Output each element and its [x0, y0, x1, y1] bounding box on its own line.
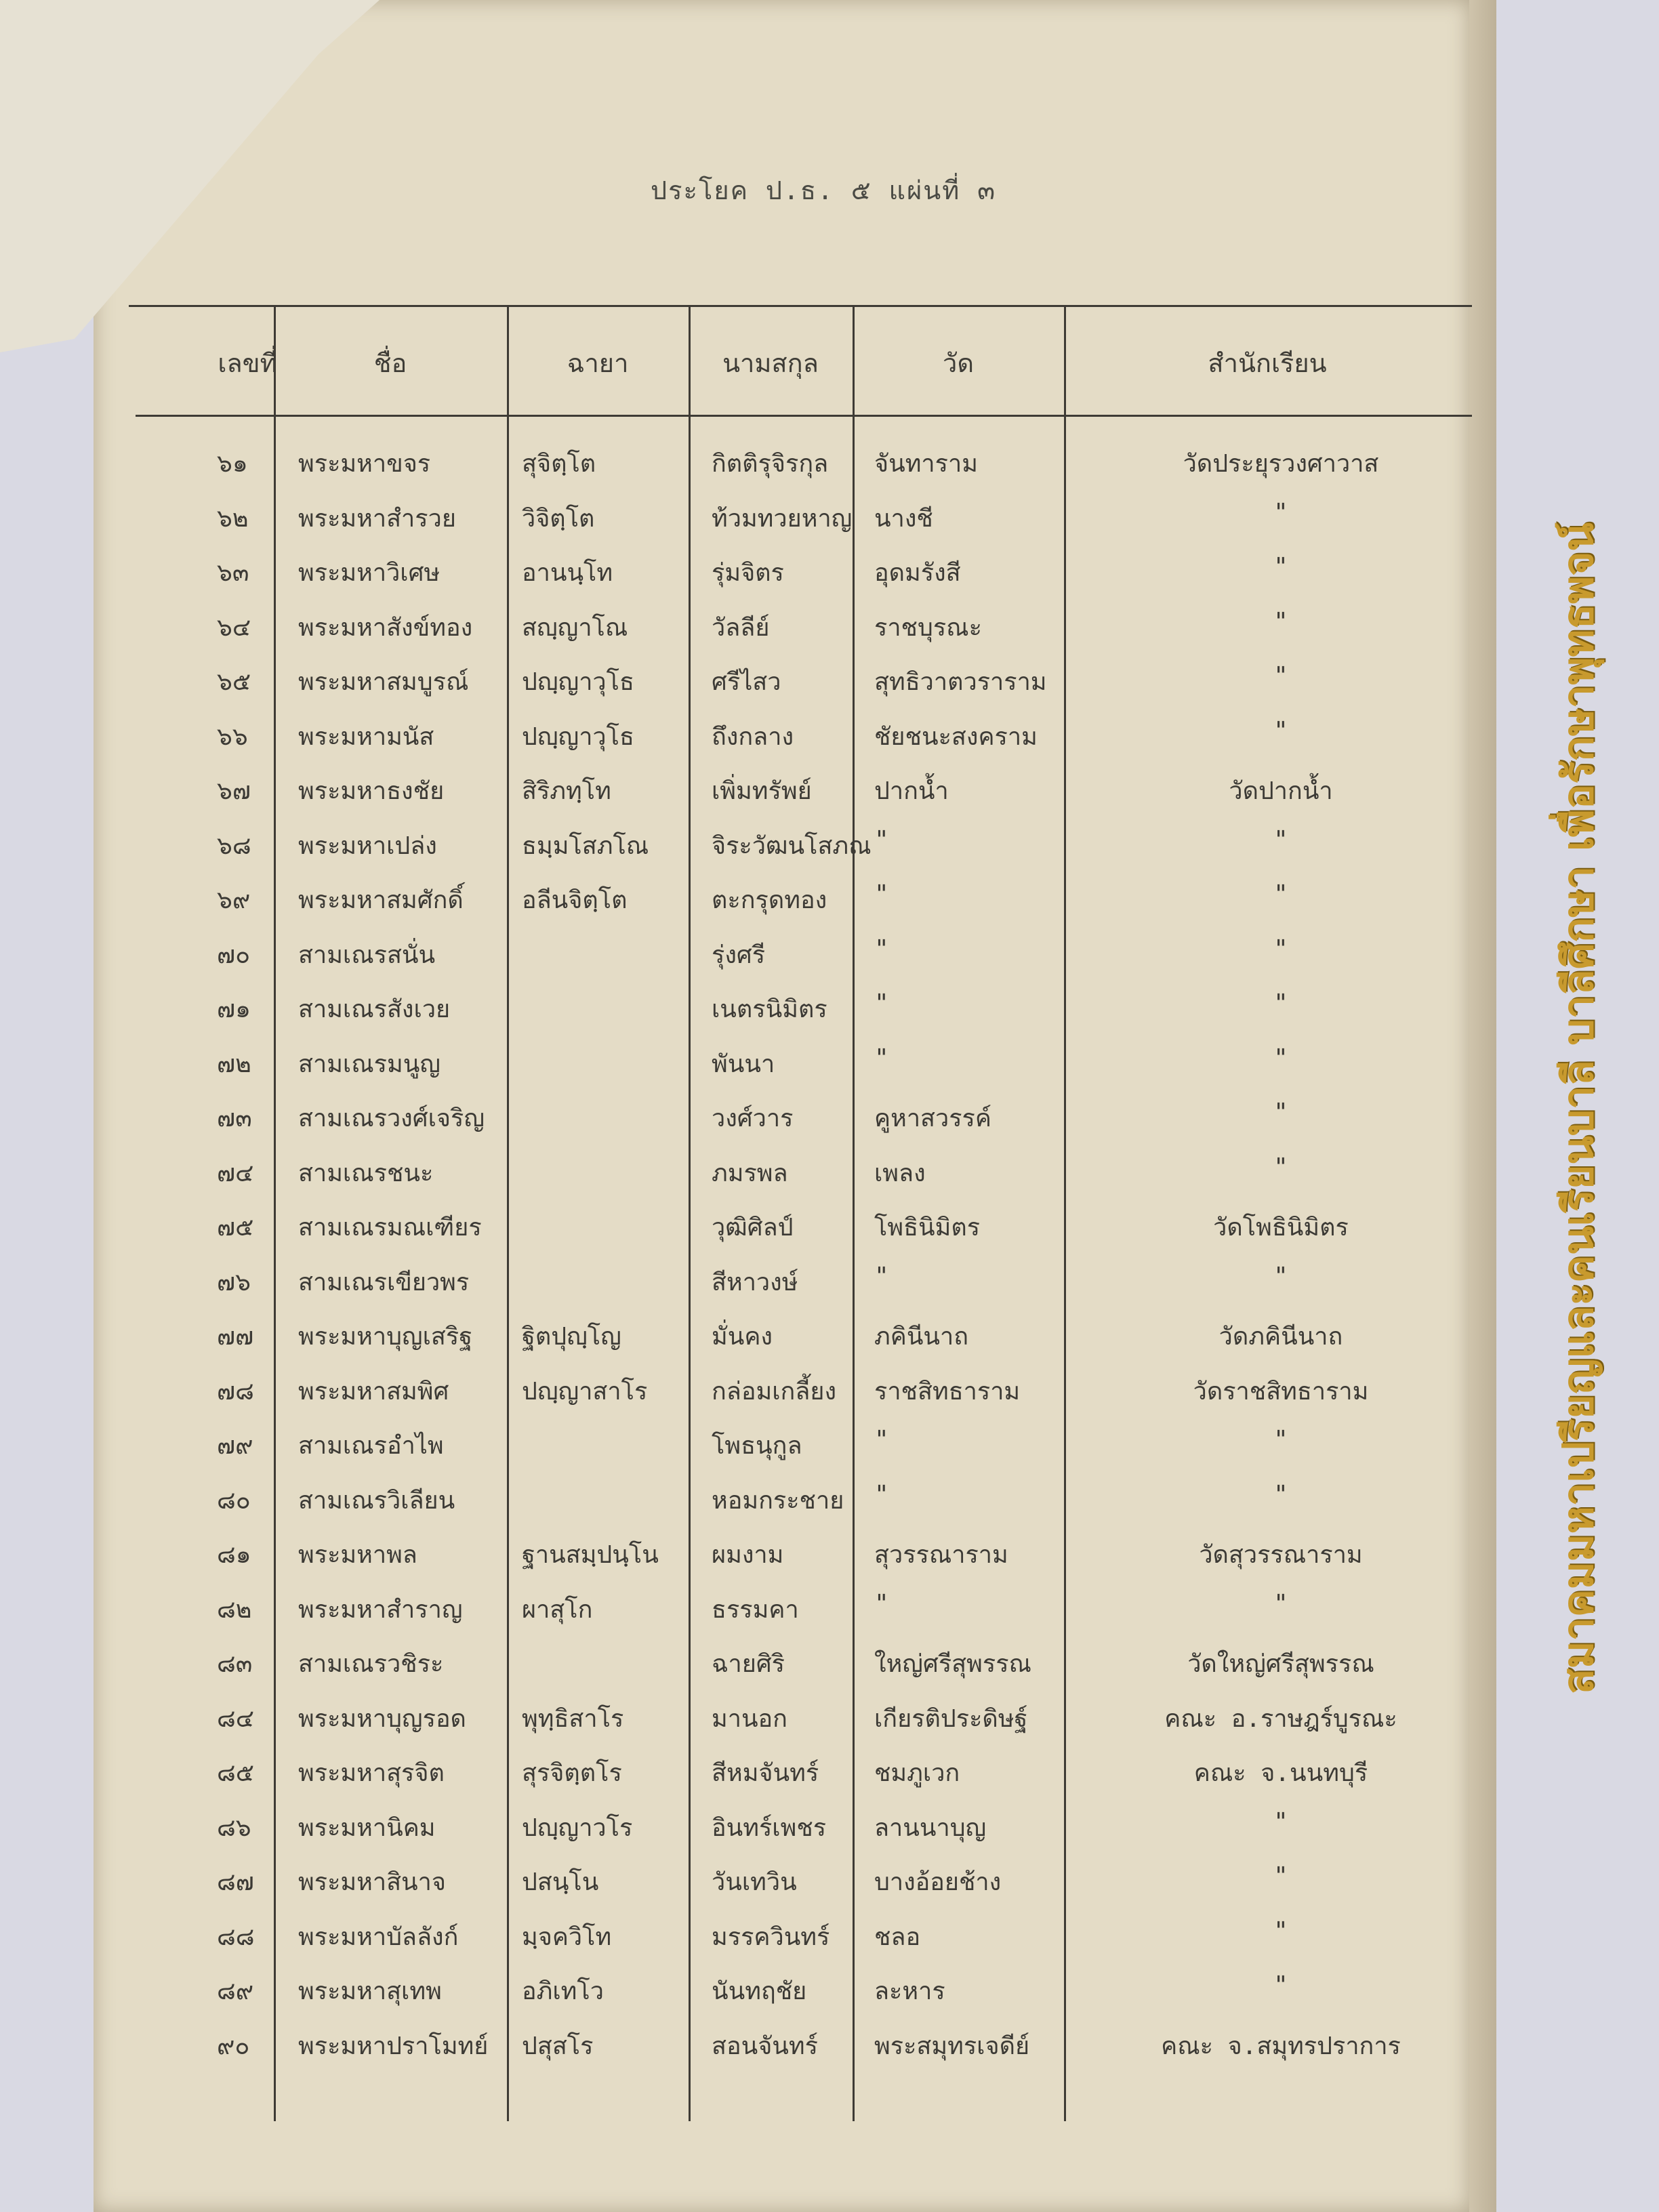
- row-school: ": [1273, 1153, 1288, 1181]
- table-row: [0, 1917, 1659, 1971]
- row-temple: คูหาสวรรค์: [874, 1105, 991, 1132]
- row-temple: เกียรติประดิษฐ์: [874, 1704, 1028, 1733]
- row-number: ๘๒: [217, 1595, 252, 1624]
- row-alias: สุจิตฺโต: [522, 450, 596, 478]
- row-temple: ชลอ: [874, 1923, 921, 1951]
- table-row: [0, 1535, 1659, 1589]
- row-name: สามเณรวิเลียน: [298, 1486, 455, 1515]
- header-school: สำนักเรียน: [1208, 348, 1327, 378]
- row-school: ": [1273, 825, 1288, 854]
- row-name: พระมหาบุญรอด: [298, 1704, 466, 1733]
- row-surname: รุ่มจิตร: [712, 559, 784, 587]
- row-temple: โพธินิมิตร: [874, 1214, 981, 1242]
- row-alias: อลีนจิตฺโต: [522, 886, 628, 914]
- row-alias: ปสุสโร: [522, 2032, 594, 2060]
- row-number: ๘๔: [217, 1704, 255, 1733]
- row-temple: ราชบุรณะ: [874, 613, 982, 642]
- row-name: พระมหาบุญเสริฐ: [298, 1323, 473, 1351]
- row-number: ๘๕: [217, 1759, 255, 1787]
- table-row: [0, 1099, 1659, 1153]
- table-row: [0, 1590, 1659, 1644]
- row-school: ": [1273, 880, 1288, 908]
- row-name: พระมหาสมบูรณ์: [298, 668, 469, 696]
- row-temple: สุทธิวาตวราราม: [874, 668, 1047, 696]
- row-name: พระมหานิคม: [298, 1814, 436, 1842]
- row-name: พระมหาสำราญ: [298, 1595, 463, 1624]
- row-name: พระมหาสุเทพ: [298, 1978, 442, 2005]
- row-temple: ชัยชนะสงคราม: [874, 722, 1038, 751]
- header-surname: นามสกุล: [722, 348, 819, 378]
- row-name: สามเณรมนูญ: [298, 1050, 441, 1078]
- row-school: ": [1273, 1917, 1288, 1945]
- row-surname: วงศ์วาร: [712, 1105, 794, 1132]
- row-school: ": [1273, 935, 1288, 963]
- table-row: [0, 1753, 1659, 1807]
- row-surname: ฉายศิริ: [712, 1650, 785, 1678]
- header-alias: ฉายา: [567, 348, 629, 378]
- row-alias: อภิเทโว: [522, 1978, 604, 2005]
- row-alias: ปญฺญาวโร: [522, 1814, 633, 1842]
- header-name: ชื่อ: [373, 348, 407, 378]
- row-number: ๗๐: [217, 941, 251, 969]
- row-name: พระมหาสินาจ: [298, 1868, 446, 1896]
- row-surname: ตะกรุดทอง: [712, 886, 827, 914]
- row-name: สามเณรสังเวย: [298, 996, 451, 1023]
- row-temple: ใหญ่ศรีสุพรรณ: [874, 1650, 1031, 1678]
- row-alias: อานนฺโท: [522, 559, 613, 587]
- row-temple: ชมภูเวก: [874, 1759, 960, 1787]
- table-row: [0, 1372, 1659, 1426]
- row-alias: พุทฺธิสาโร: [522, 1704, 624, 1733]
- row-school: ": [1273, 553, 1288, 581]
- row-surname: วัลลีย์: [712, 613, 770, 642]
- row-temple: อุดมรังสี: [874, 559, 961, 587]
- row-name: พระมหาสุรจิต: [298, 1759, 445, 1787]
- row-name: สามเณรเขียวพร: [298, 1268, 470, 1296]
- watermark-text: สมาคมมหาเปรียญและคนเรียนบาลี บาลีศึกษา เพื่อรักษาพุทธพจน์: [1553, 523, 1603, 1694]
- table-row: [0, 1208, 1659, 1262]
- row-surname: สีหมจันทร์: [712, 1759, 819, 1787]
- row-alias: ปสนฺโน: [522, 1868, 599, 1896]
- row-name: พระมหามนัส: [298, 722, 434, 751]
- row-school: วัดภคินีนาถ: [1218, 1323, 1343, 1351]
- table-row: [0, 989, 1659, 1044]
- row-number: ๘๘: [217, 1923, 255, 1951]
- row-alias: วิจิตฺโต: [522, 504, 595, 533]
- header-number: เลขที่: [218, 348, 277, 378]
- table-row: [0, 826, 1659, 880]
- row-number: ๖๙: [217, 886, 251, 914]
- table-row: [0, 717, 1659, 771]
- row-temple: ราชสิทธาราม: [874, 1377, 1021, 1406]
- row-school: ": [1273, 1426, 1288, 1454]
- table-row: [0, 1426, 1659, 1480]
- row-name: สามเณรสนั่น: [298, 941, 436, 969]
- row-surname: สีหาวงษ์: [712, 1268, 798, 1296]
- row-temple: เพลง: [874, 1159, 926, 1187]
- row-school: ": [1273, 716, 1288, 745]
- row-surname: กิตติรุจิรกุล: [712, 450, 829, 478]
- table-row: [0, 880, 1659, 935]
- row-surname: ท้วมทวยหาญ: [712, 504, 853, 533]
- row-surname: กล่อมเกลี้ยง: [712, 1377, 837, 1406]
- row-name: สามเณรอำไพ: [298, 1432, 444, 1460]
- row-temple: ": [874, 1044, 889, 1072]
- row-temple: ลานนาบุญ: [874, 1814, 987, 1842]
- row-number: ๖๗: [217, 777, 251, 805]
- row-surname: โพธนุกูล: [712, 1432, 802, 1460]
- row-school: ": [1273, 498, 1288, 527]
- row-number: ๖๖: [217, 722, 248, 751]
- table-row: [0, 553, 1659, 607]
- row-school: ": [1273, 1589, 1288, 1618]
- table-row: [0, 1481, 1659, 1535]
- row-alias: ปญฺญาวุโธ: [522, 722, 634, 751]
- row-number: ๗๗: [217, 1323, 254, 1351]
- row-surname: วันเทวิน: [712, 1868, 797, 1896]
- row-school: ": [1273, 1971, 1288, 1999]
- row-school: ": [1273, 1262, 1288, 1290]
- row-name: สามเณรชนะ: [298, 1159, 434, 1187]
- row-temple: ปากน้ำ: [874, 777, 949, 805]
- row-number: ๖๒: [217, 504, 249, 533]
- row-name: พระมหาเปล่ง: [298, 832, 437, 860]
- row-temple: ": [874, 880, 889, 908]
- row-temple: ": [874, 1589, 889, 1618]
- row-number: ๘๓: [217, 1650, 253, 1678]
- row-surname: ภมรพล: [712, 1159, 788, 1187]
- row-surname: หอมกระชาย: [712, 1486, 844, 1515]
- row-school: วัดใหญ่ศรีสุพรรณ: [1187, 1650, 1374, 1678]
- row-school: ": [1273, 607, 1288, 636]
- row-temple: นางชี: [874, 504, 933, 533]
- row-name: พระมหาวิเศษ: [298, 559, 441, 587]
- row-number: ๗๙: [217, 1432, 253, 1460]
- row-surname: ถึงกลาง: [712, 722, 794, 751]
- row-alias: ฐานสมฺปนฺโน: [522, 1541, 659, 1569]
- row-school: ": [1273, 662, 1288, 690]
- row-school: คณะ จ.นนทบุรี: [1193, 1759, 1368, 1787]
- row-number: ๘๖: [217, 1814, 251, 1842]
- row-name: พระมหาสำรวย: [298, 504, 456, 533]
- table-row: [0, 1862, 1659, 1917]
- row-name: พระมหาสังข์ทอง: [298, 613, 473, 642]
- row-number: ๙๐: [217, 2032, 250, 2060]
- row-temple: พระสมุทรเจดีย์: [874, 2032, 1030, 2060]
- row-school: คณะ จ.สมุทรปราการ: [1161, 2032, 1401, 2060]
- row-surname: ศรีไสว: [712, 668, 781, 696]
- row-surname: เพิ่มทรัพย์: [712, 777, 812, 805]
- table-row: [0, 2026, 1659, 2081]
- row-number: ๖๕: [217, 668, 251, 696]
- row-surname: เนตรนิมิตร: [712, 996, 827, 1023]
- row-name: พระมหาสมศักดิ์: [298, 886, 464, 914]
- row-number: ๘๙: [217, 1978, 254, 2005]
- row-number: ๗๓: [217, 1105, 252, 1132]
- row-school: ": [1273, 1807, 1288, 1836]
- row-number: ๖๔: [217, 613, 251, 642]
- table-row: [0, 1317, 1659, 1371]
- table-row: [0, 771, 1659, 825]
- row-number: ๖๓: [217, 559, 249, 587]
- table-row: [0, 1971, 1659, 2026]
- row-alias: สุรจิตฺตโร: [522, 1759, 622, 1787]
- row-temple: ": [874, 1480, 889, 1509]
- row-name: พระมหาขจร: [298, 450, 431, 478]
- row-alias: ปญฺญาสาโร: [522, 1377, 648, 1406]
- row-number: ๗๘: [217, 1377, 254, 1406]
- row-number: ๘๐: [217, 1486, 251, 1515]
- row-name: พระมหาพล: [298, 1541, 417, 1569]
- row-number: ๗๕: [217, 1214, 254, 1242]
- row-alias: ปญฺญาวุโธ: [522, 668, 634, 696]
- row-temple: ": [874, 1426, 889, 1454]
- row-name: สามเณรมณเฑียร: [298, 1214, 482, 1242]
- row-alias: ผาสุโก: [522, 1595, 593, 1624]
- table-row: [0, 1699, 1659, 1753]
- row-surname: พันนา: [712, 1050, 775, 1078]
- row-temple: สุวรรณาราม: [874, 1541, 1008, 1569]
- row-surname: มั่นคง: [712, 1323, 773, 1351]
- row-surname: อินทร์เพชร: [712, 1814, 827, 1842]
- row-school: คณะ อ.ราษฎร์บูรณะ: [1164, 1704, 1397, 1733]
- row-surname: สอนจันทร์: [712, 2032, 818, 2060]
- row-name: พระมหาสมพิศ: [298, 1377, 449, 1406]
- row-number: ๗๖: [217, 1268, 251, 1296]
- table-row: [0, 1153, 1659, 1208]
- row-school: ": [1273, 1099, 1288, 1126]
- sheet-title: ประโยค ป.ธ. ๕ แผ่นที่ ๓: [651, 176, 997, 205]
- row-surname: มรรควินทร์: [712, 1923, 830, 1951]
- row-school: ": [1273, 1044, 1288, 1072]
- row-school: วัดโพธินิมิตร: [1213, 1214, 1349, 1242]
- header-temple: วัด: [942, 348, 974, 378]
- table-row: [0, 1644, 1659, 1698]
- row-temple: ": [874, 935, 889, 963]
- row-number: ๖๑: [217, 450, 248, 478]
- table-row: [0, 608, 1659, 662]
- row-temple: บางอ้อยช้าง: [874, 1868, 1002, 1896]
- table-row: [0, 1044, 1659, 1099]
- row-number: ๗๔: [217, 1159, 254, 1187]
- row-temple: ภคินีนาถ: [874, 1323, 969, 1351]
- row-name: พระมหาบัลลังก์: [298, 1923, 459, 1951]
- row-alias: ธมฺมโสภโณ: [522, 832, 649, 860]
- row-number: ๘๑: [217, 1541, 251, 1569]
- row-temple: ": [874, 1262, 889, 1290]
- row-temple: ละหาร: [874, 1978, 945, 2005]
- row-name: พระมหาปราโมทย์: [298, 2032, 489, 2060]
- row-school: วัดสุวรรณาราม: [1199, 1541, 1363, 1569]
- row-school: วัดประยุรวงศาวาส: [1183, 450, 1379, 478]
- row-number: ๗๒: [217, 1050, 251, 1078]
- row-school: ": [1273, 1862, 1288, 1890]
- table-row: [0, 444, 1659, 498]
- row-alias: สิริภทฺโท: [522, 777, 611, 805]
- row-alias: มฺจควิโท: [522, 1923, 612, 1951]
- row-number: ๘๗: [217, 1868, 254, 1896]
- row-school: วัดปากน้ำ: [1229, 777, 1333, 805]
- row-number: ๖๘: [217, 832, 251, 860]
- row-temple: ": [874, 825, 889, 854]
- row-temple: จันทาราม: [874, 450, 978, 478]
- row-number: ๗๑: [217, 996, 251, 1023]
- row-surname: ผมงาม: [712, 1541, 784, 1569]
- table-row: [0, 499, 1659, 553]
- row-name: พระมหาธงชัย: [298, 777, 445, 805]
- row-school: ": [1273, 989, 1288, 1017]
- row-alias: สญฺญาโณ: [522, 613, 628, 642]
- row-surname: ธรรมคา: [712, 1595, 799, 1624]
- row-name: สามเณรวงศ์เจริญ: [298, 1105, 485, 1132]
- row-surname: มานอก: [712, 1704, 787, 1733]
- row-school: ": [1273, 1480, 1288, 1509]
- table-row: [0, 1263, 1659, 1317]
- row-surname: วุฒิศิลป์: [712, 1214, 794, 1242]
- row-surname: นันทฤชัย: [712, 1978, 807, 2005]
- table-row: [0, 662, 1659, 716]
- row-school: วัดราชสิทธาราม: [1193, 1377, 1369, 1406]
- table-top-rule: [129, 305, 1472, 307]
- row-temple: ": [874, 989, 889, 1017]
- row-name: สามเณรวชิระ: [298, 1650, 444, 1678]
- table-header-rule: [136, 415, 1472, 417]
- table-row: [0, 1808, 1659, 1862]
- row-surname: จิระวัฒนโสภณ: [712, 832, 872, 860]
- row-alias: ฐิตปุญฺโญ: [522, 1323, 621, 1351]
- table-row: [0, 935, 1659, 989]
- row-surname: รุ่งศรี: [712, 941, 766, 969]
